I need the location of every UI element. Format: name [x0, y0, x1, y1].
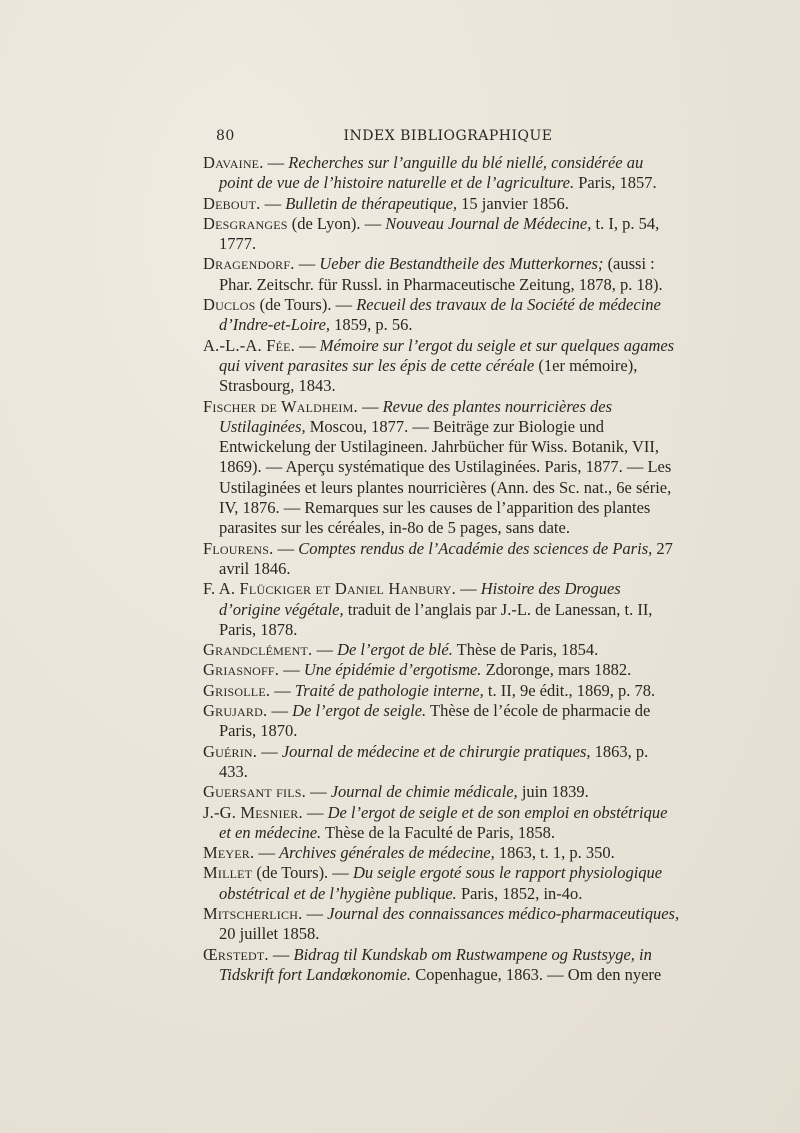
entry-details: 15 janvier 1856.	[457, 193, 569, 213]
entry-author: Meyer.	[203, 843, 255, 863]
bibliography-entry	[203, 153, 681, 194]
page-header	[216, 128, 680, 148]
entry-separator: —	[260, 193, 286, 213]
entry-details: Thèse de la Faculté de Paris, 1858.	[321, 822, 556, 842]
entry-author: Grisolle.	[203, 680, 271, 700]
entry-title: Journal de chimie médicale,	[330, 782, 518, 802]
entry-author: Davaine.	[203, 153, 264, 172]
entry-author: Debout.	[203, 193, 261, 213]
entry-details: Thèse de Paris, 1854.	[452, 640, 599, 660]
entry-author: Œrstedt.	[203, 944, 269, 964]
entry-title: Bulletin de thérapeutique,	[285, 193, 458, 213]
entry-author: J.-G. Mesnier.	[203, 802, 303, 822]
bibliography-entry	[203, 904, 681, 945]
entry-title: Recherches sur l’anguille du blé niellé, considérée au point de vue de l’histoire naturelle et de l’agriculture.	[219, 153, 644, 193]
entry-title: De l’ergot de blé.	[337, 640, 453, 660]
entry-separator: —	[279, 660, 304, 680]
entry-title: Nouveau Journal de Médecine,	[385, 213, 592, 233]
entry-author: F. A. Flückiger et Daniel Hanbury.	[203, 579, 456, 599]
entry-title: Du seigle ergoté sous le rapport physiologique obstétrical et de l’hygiène publique.	[219, 863, 663, 903]
entry-details: Paris, 1852, in-4o.	[456, 883, 583, 903]
bibliography-entry	[203, 803, 681, 844]
entry-title: Bidrag til Kundskab om Rustwampene og Rustsyge, in Tidskrift fort Landœkonomie.	[219, 944, 652, 984]
entry-title: Mémoire sur l’ergot du seigle et sur quelques agames qui vivent parasites sur les épis de cette céréale	[219, 335, 675, 375]
entry-separator: (de Lyon). —	[287, 213, 386, 233]
entry-separator: —	[273, 538, 299, 558]
entry-author: Grandclément.	[203, 640, 313, 660]
entry-details: 20 juillet 1858.	[219, 924, 320, 944]
entry-title: Ueber die Bestandtheile des Mutterkornes;	[319, 254, 604, 274]
entry-author: Desgranges	[203, 213, 288, 233]
entry-title: Histoire des Drogues d’origine végétale,	[219, 579, 621, 619]
entry-details: Thèse de l’école de pharmacie de Paris, 1870.	[219, 701, 651, 741]
entry-separator: —	[294, 254, 320, 274]
entry-details: t. II, 9e édit., 1869, p. 78.	[483, 680, 656, 700]
entry-details: Zdoronge, mars 1882.	[481, 660, 632, 680]
bibliography-list	[203, 153, 681, 985]
entry-separator: —	[268, 944, 294, 964]
running-head: INDEX BIBLIOGRAPHIQUE	[343, 128, 553, 144]
entry-author: A.-L.-A. Fée.	[203, 335, 295, 355]
bibliography-entry	[203, 843, 681, 863]
entry-details: 1863, p. 433.	[219, 741, 649, 781]
entry-details: Paris, 1857.	[574, 173, 657, 193]
entry-details: t. I, p. 54, 1777.	[219, 213, 660, 254]
entry-title: Archives générales de médecine,	[279, 843, 495, 863]
bibliography-entry	[203, 254, 681, 295]
entry-author: Guersant fils.	[203, 782, 306, 802]
entry-separator: —	[305, 782, 331, 802]
bibliography-entry	[203, 336, 681, 397]
entry-details: (aussi : Phar. Zeitschr. für Russl. in Pharmaceutische Zeitung, 1878, p. 18).	[219, 254, 663, 294]
entry-details: (1er mémoire), Strasbourg, 1843.	[219, 355, 638, 396]
bibliography-entry	[203, 681, 681, 701]
entry-author: Millet	[203, 863, 253, 883]
entry-author: Griasnoff.	[203, 660, 280, 680]
bibliography-entry	[203, 863, 681, 904]
entry-title: Comptes rendus de l’Académie des sciences de Paris,	[298, 538, 653, 558]
bibliography-entry	[203, 945, 681, 986]
entry-title: Revue des plantes nourricières des Ustilaginées,	[219, 396, 612, 436]
entry-author: Mitscherlich.	[203, 903, 303, 923]
entry-details: 1863, t. 1, p. 350.	[494, 843, 615, 863]
entry-separator: —	[357, 396, 383, 416]
bibliography-entry	[203, 782, 681, 802]
entry-separator: (de Tours). —	[252, 863, 353, 883]
entry-separator: —	[263, 153, 289, 172]
entry-title: Une épidémie d’ergotisme.	[303, 660, 482, 680]
entry-separator: —	[456, 579, 481, 599]
entry-separator: —	[257, 741, 282, 761]
entry-separator: —	[294, 335, 320, 355]
entry-details: Copenhague, 1863. — Om den nyere	[411, 964, 662, 984]
entry-title: De l’ergot de seigle.	[292, 701, 427, 721]
entry-separator: —	[254, 843, 280, 863]
entry-separator: —	[302, 903, 328, 923]
entry-author: Grujard.	[203, 701, 268, 721]
bibliography-entry	[203, 640, 681, 660]
entry-author: Duclos	[203, 295, 256, 315]
bibliography-entry	[203, 214, 681, 255]
entry-author: Fischer de Waldheim.	[203, 396, 358, 416]
entry-details: 27 avril 1846.	[219, 538, 673, 578]
entry-title: Traité de pathologie interne,	[294, 680, 484, 700]
entry-separator: —	[302, 802, 328, 822]
entry-author: Flourens.	[203, 538, 274, 558]
page-number: 80	[216, 128, 235, 144]
entry-details: juin 1839.	[517, 782, 589, 802]
entry-separator: —	[267, 701, 293, 721]
entry-details: 1859, p. 56.	[330, 315, 413, 335]
entry-author: Guérin.	[203, 741, 258, 761]
entry-separator: —	[312, 640, 338, 660]
entry-title: Recueil des travaux de la Société de médecine d’Indre-et-Loire,	[219, 295, 661, 335]
entry-separator: —	[270, 680, 295, 700]
bibliography-entry	[203, 295, 681, 336]
bibliography-entry	[203, 539, 681, 580]
bibliography-entry	[203, 660, 681, 680]
bibliography-entry	[203, 701, 681, 742]
bibliography-entry	[203, 742, 681, 783]
entry-details: traduit de l’anglais par J.-L. de Lanessan, t. II, Paris, 1878.	[219, 599, 653, 639]
entry-title: Journal de médecine et de chirurgie pratiques,	[281, 741, 591, 761]
bibliography-entry	[203, 579, 681, 640]
entry-separator: (de Tours). —	[255, 295, 357, 315]
bibliography-entry	[203, 397, 681, 539]
entry-author: Dragendorf.	[203, 254, 295, 274]
entry-details: Moscou, 1877. — Beiträge zur Biologie und Entwickelung der Ustilagineen. Jahrbücher für Wiss. Botanik, VII, 1869). — Aperçu systématique des Ustilaginées. Paris, 1877. — Les Ustilaginées et leurs plantes nourricières (Ann. des Sc. nat., 6e série, IV, 1876. — Remarques sur les causes de l’apparition des plantes parasites sur les céréales, in-8o de 5 pages, sans date.	[219, 416, 672, 538]
entry-title: De l’ergot de seigle et de son emploi en obstétrique et en médecine.	[219, 802, 668, 842]
bibliography-entry	[203, 194, 681, 214]
entry-title: Journal des connaissances médico-pharmaceutiques,	[327, 903, 680, 923]
